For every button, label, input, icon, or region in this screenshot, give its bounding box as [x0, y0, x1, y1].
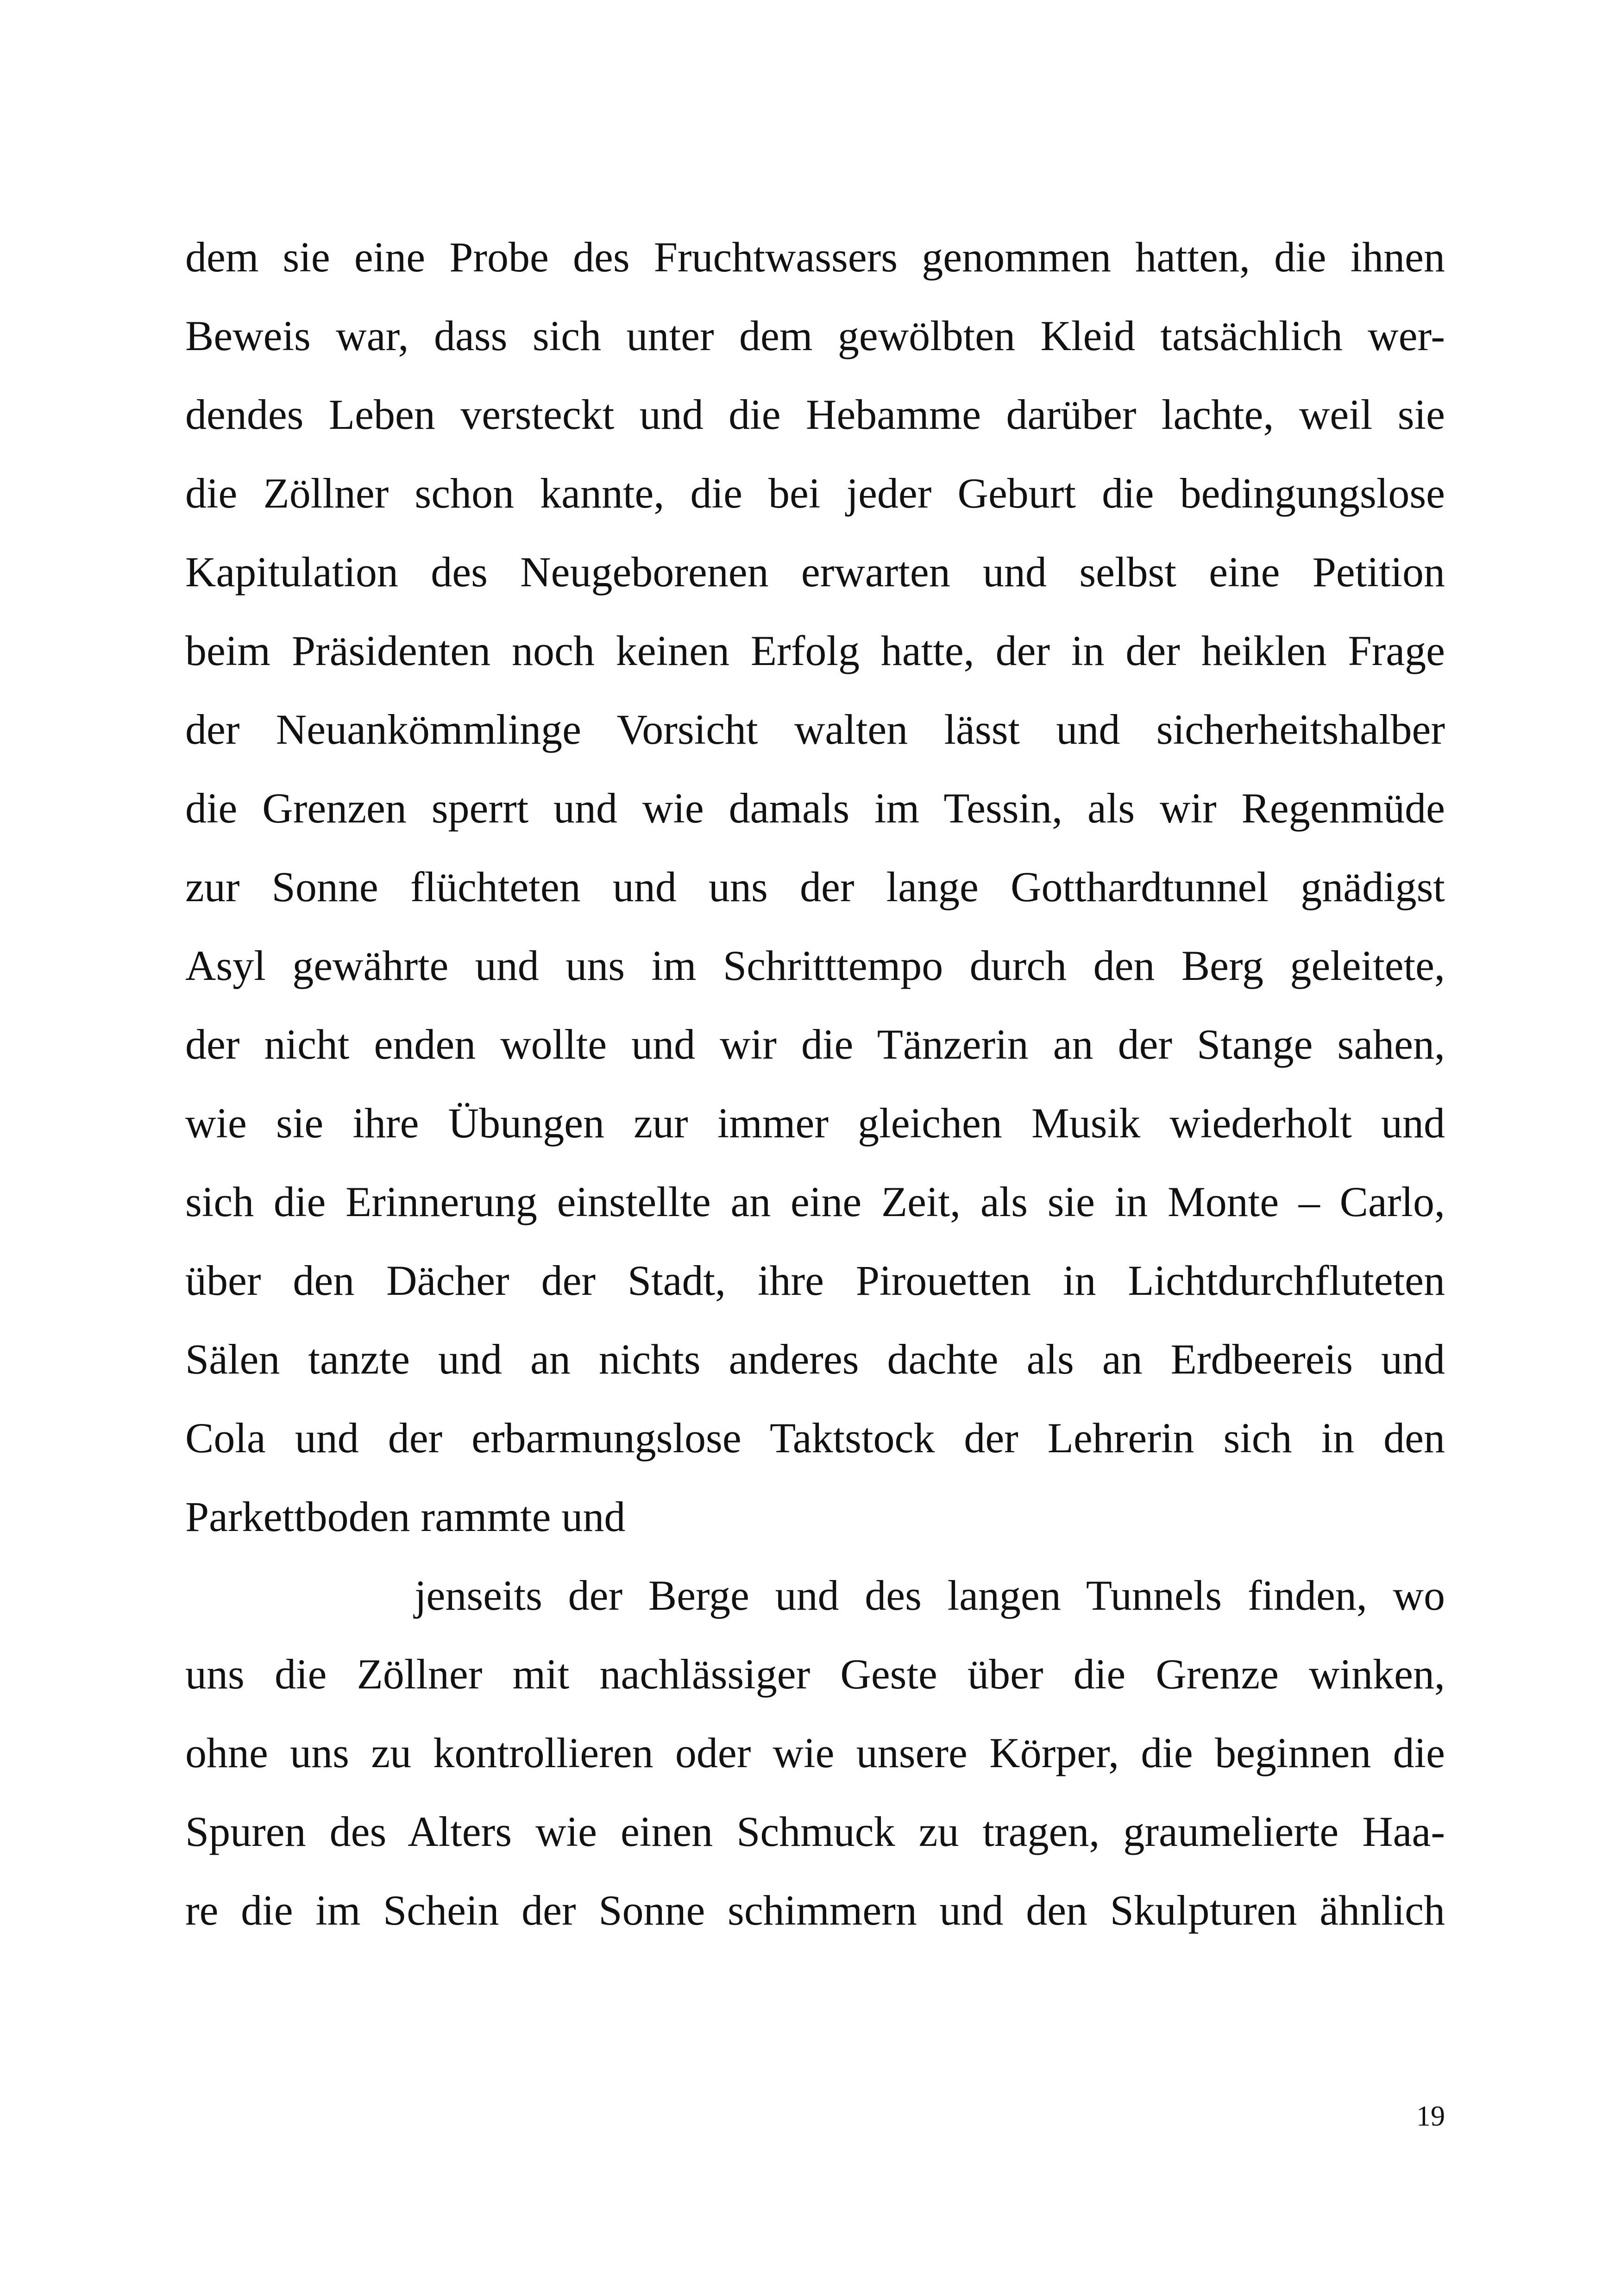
text-line: Cola und der erbarmungslose Taktstock der Lehrerin sich in den: [185, 1414, 1445, 1462]
text-line: wie sie ihre Übungen zur immer gleichen Musik wiederholt und: [185, 1099, 1445, 1147]
text-line: uns die Zöllner mit nachlässiger Geste über die Grenze winken,: [185, 1650, 1445, 1698]
text-line-indented: jenseits der Berge und des langen Tunnels finden, wo: [415, 1572, 1445, 1619]
text-line: Kapitulation des Neugeborenen erwarten und selbst eine Petition: [185, 548, 1445, 596]
text-line: zur Sonne flüchteten und uns der lange Gotthardtunnel gnädigst: [185, 863, 1445, 910]
text-line: sich die Erinnerung einstellte an eine Zeit, als sie in Monte – Carlo,: [185, 1178, 1445, 1225]
text-line: die Zöllner schon kannte, die bei jeder Geburt die bedingungslose: [185, 470, 1445, 517]
text-line: re die im Schein der Sonne schimmern und den Skulpturen ähnlich: [185, 1887, 1445, 1934]
text-line: dem sie eine Probe des Fruchtwassers genommen hatten, die ihnen: [185, 233, 1445, 281]
body-text: [185, 218, 1445, 1950]
text-line: über den Dächer der Stadt, ihre Pirouetten in Lichtdurchfluteten: [185, 1257, 1445, 1304]
text-line: der Neuankömmlinge Vorsicht walten lässt und sicherheitshalber: [185, 706, 1445, 753]
text-line: Spuren des Alters wie einen Schmuck zu tragen, graumelierte Haa-: [185, 1808, 1445, 1855]
page-number: 19: [1416, 2101, 1445, 2132]
text-line: Parkettboden rammte und: [185, 1493, 626, 1540]
text-line: die Grenzen sperrt und wie damals im Tessin, als wir Regenmüde: [185, 784, 1445, 832]
text-line: der nicht enden wollte und wir die Tänzerin an der Stange sahen,: [185, 1021, 1445, 1068]
text-line: dendes Leben versteckt und die Hebamme darüber lachte, weil sie: [185, 391, 1445, 438]
text-line: Sälen tanzte und an nichts anderes dachte als an Erdbeereis und: [185, 1336, 1445, 1383]
text-line: beim Präsidenten noch keinen Erfolg hatte, der in der heiklen Frage: [185, 627, 1445, 674]
text-line: Beweis war, dass sich unter dem gewölbten Kleid tatsächlich wer-: [185, 312, 1445, 359]
text-line: ohne uns zu kontrollieren oder wie unsere Körper, die beginnen die: [185, 1729, 1445, 1776]
text-line: Asyl gewährte und uns im Schritttempo durch den Berg geleitete,: [185, 942, 1445, 989]
